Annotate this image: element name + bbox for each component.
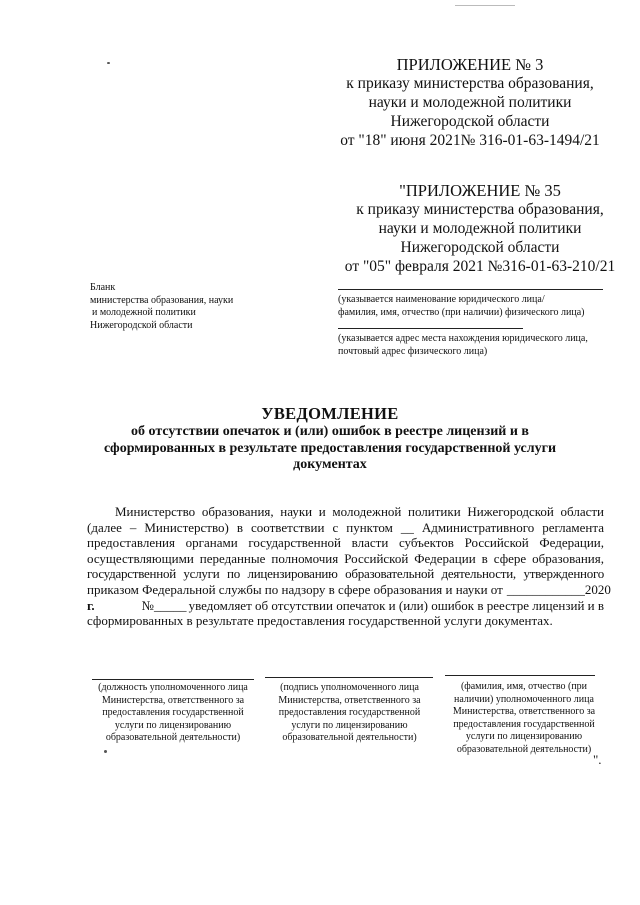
body-line: осуществляющими переданные полномочия Российской Федерации в сфере образования, — [87, 550, 604, 566]
closing-quote: ". — [593, 752, 602, 767]
scan-speck — [455, 5, 515, 6]
letterhead-block — [90, 282, 290, 332]
notice-subtitle: документах — [293, 457, 367, 472]
appendix-35-title: "ПРИЛОЖЕНИЕ № 35 — [399, 181, 561, 200]
caption-line: услуги по лицензированию — [465, 731, 583, 742]
caption-line: почтовый адрес физического лица) — [338, 345, 488, 357]
body-line-with-number — [87, 598, 604, 614]
letterhead-line: и молодежной политики — [92, 307, 196, 318]
notice-subtitle: сформированных в результате предоставления государственной услуги — [103, 440, 557, 456]
caption-line: фамилия, имя, отчество (при наличии) физического лица) — [338, 306, 585, 318]
body-line: сформированных в результате предоставления государственной услуги документах. — [87, 613, 553, 629]
caption-line: Министерства, ответственного за — [452, 706, 596, 717]
year-value: 2020 — [584, 581, 611, 597]
caption-line: наличии) уполномоченного лица — [454, 693, 594, 705]
appendix-3-line: к приказу министерства образования, — [346, 75, 594, 92]
body-text-segment: приказом Федеральной службы по надзору в сфере образования и науки от — [87, 581, 503, 597]
caption-line: образовательной деятельности) — [282, 732, 417, 743]
recipient-address-caption — [338, 333, 628, 358]
scan-speck — [104, 750, 107, 753]
caption-line: предоставления государственной — [453, 718, 595, 730]
body-line: государственной услуги по лицензированию образовательной деятельности, утвержденного — [87, 566, 604, 582]
body-line: (далее – Министерство) в соответствии с пунктом __ Административного регламента — [87, 519, 604, 535]
caption-line: услуги по лицензированию — [291, 719, 408, 731]
caption-line: (подпись уполномоченного лица — [280, 682, 419, 693]
body-line: Министерство образования, науки и молодежной политики Нижегородской области — [115, 504, 604, 519]
signature-line-name — [445, 675, 595, 676]
body-text-segment: уведомляет об отсутствии опечаток и (или) ошибок в реестре лицензий и в — [188, 597, 604, 613]
recipient-name-line — [338, 289, 603, 290]
signature-caption-position — [88, 682, 258, 745]
recipient-address-line — [338, 328, 523, 329]
notice-title-block — [80, 404, 580, 474]
recipient-name-caption — [338, 294, 628, 319]
appendix-3-order: от "18" июня 2021№ 316-01-63-1494/21 — [340, 132, 600, 149]
body-line-with-date — [87, 581, 611, 598]
appendix-35-line: Нижегородской области — [400, 239, 560, 256]
caption-line: Министерства, ответственного за — [101, 694, 245, 706]
notice-heading: УВЕДОМЛЕНИЕ — [261, 404, 399, 423]
appendix-35-order: от "05" февраля 2021 №316-01-63-210/21 — [344, 258, 616, 275]
caption-line: услуги по лицензированию — [114, 719, 232, 731]
letterhead-line: министерства образования, науки — [90, 294, 234, 306]
caption-line: Министерства, ответственного за — [278, 694, 421, 706]
caption-line: (должность уполномоченного лица — [98, 682, 248, 693]
signature-line-position — [92, 679, 254, 680]
appendix-3-title: ПРИЛОЖЕНИЕ № 3 — [396, 55, 544, 74]
appendix-3-line: науки и молодежной политики — [368, 94, 572, 111]
body-line: предоставления органами государственной власти субъектов Российской Федерации, — [87, 535, 604, 551]
appendix-3-line: Нижегородской области — [390, 113, 550, 130]
year-suffix: г. — [87, 597, 95, 613]
caption-line: (фамилия, имя, отчество (при — [460, 681, 588, 692]
notice-subtitle: об отсутствии опечаток и (или) ошибок в реестре лицензий и в — [131, 424, 529, 439]
signature-line-sign — [265, 677, 433, 678]
caption-line: образовательной деятельности) — [456, 743, 592, 755]
caption-line: предоставления государственной — [278, 707, 421, 718]
appendix-35-block — [335, 181, 625, 276]
appendix-35-line: к приказу министерства образования, — [356, 201, 604, 218]
caption-line: предоставления государственной — [102, 707, 244, 718]
letterhead-line: Нижегородской области — [90, 319, 193, 331]
signature-caption-name — [440, 681, 608, 756]
signature-caption-sign — [262, 682, 437, 745]
caption-line: (указывается адрес места нахождения юридического лица, — [338, 333, 588, 344]
appendix-3-block — [330, 55, 610, 150]
letterhead-line: Бланк — [90, 282, 116, 293]
caption-line: (указывается наименование юридического лица/ — [338, 294, 545, 305]
caption-line: образовательной деятельности) — [105, 732, 241, 743]
notice-body — [87, 504, 611, 629]
scan-speck — [107, 62, 110, 64]
date-blank: ____________ — [506, 581, 585, 597]
appendix-35-line: науки и молодежной политики — [378, 220, 582, 237]
number-blank: №_____ — [141, 597, 187, 613]
